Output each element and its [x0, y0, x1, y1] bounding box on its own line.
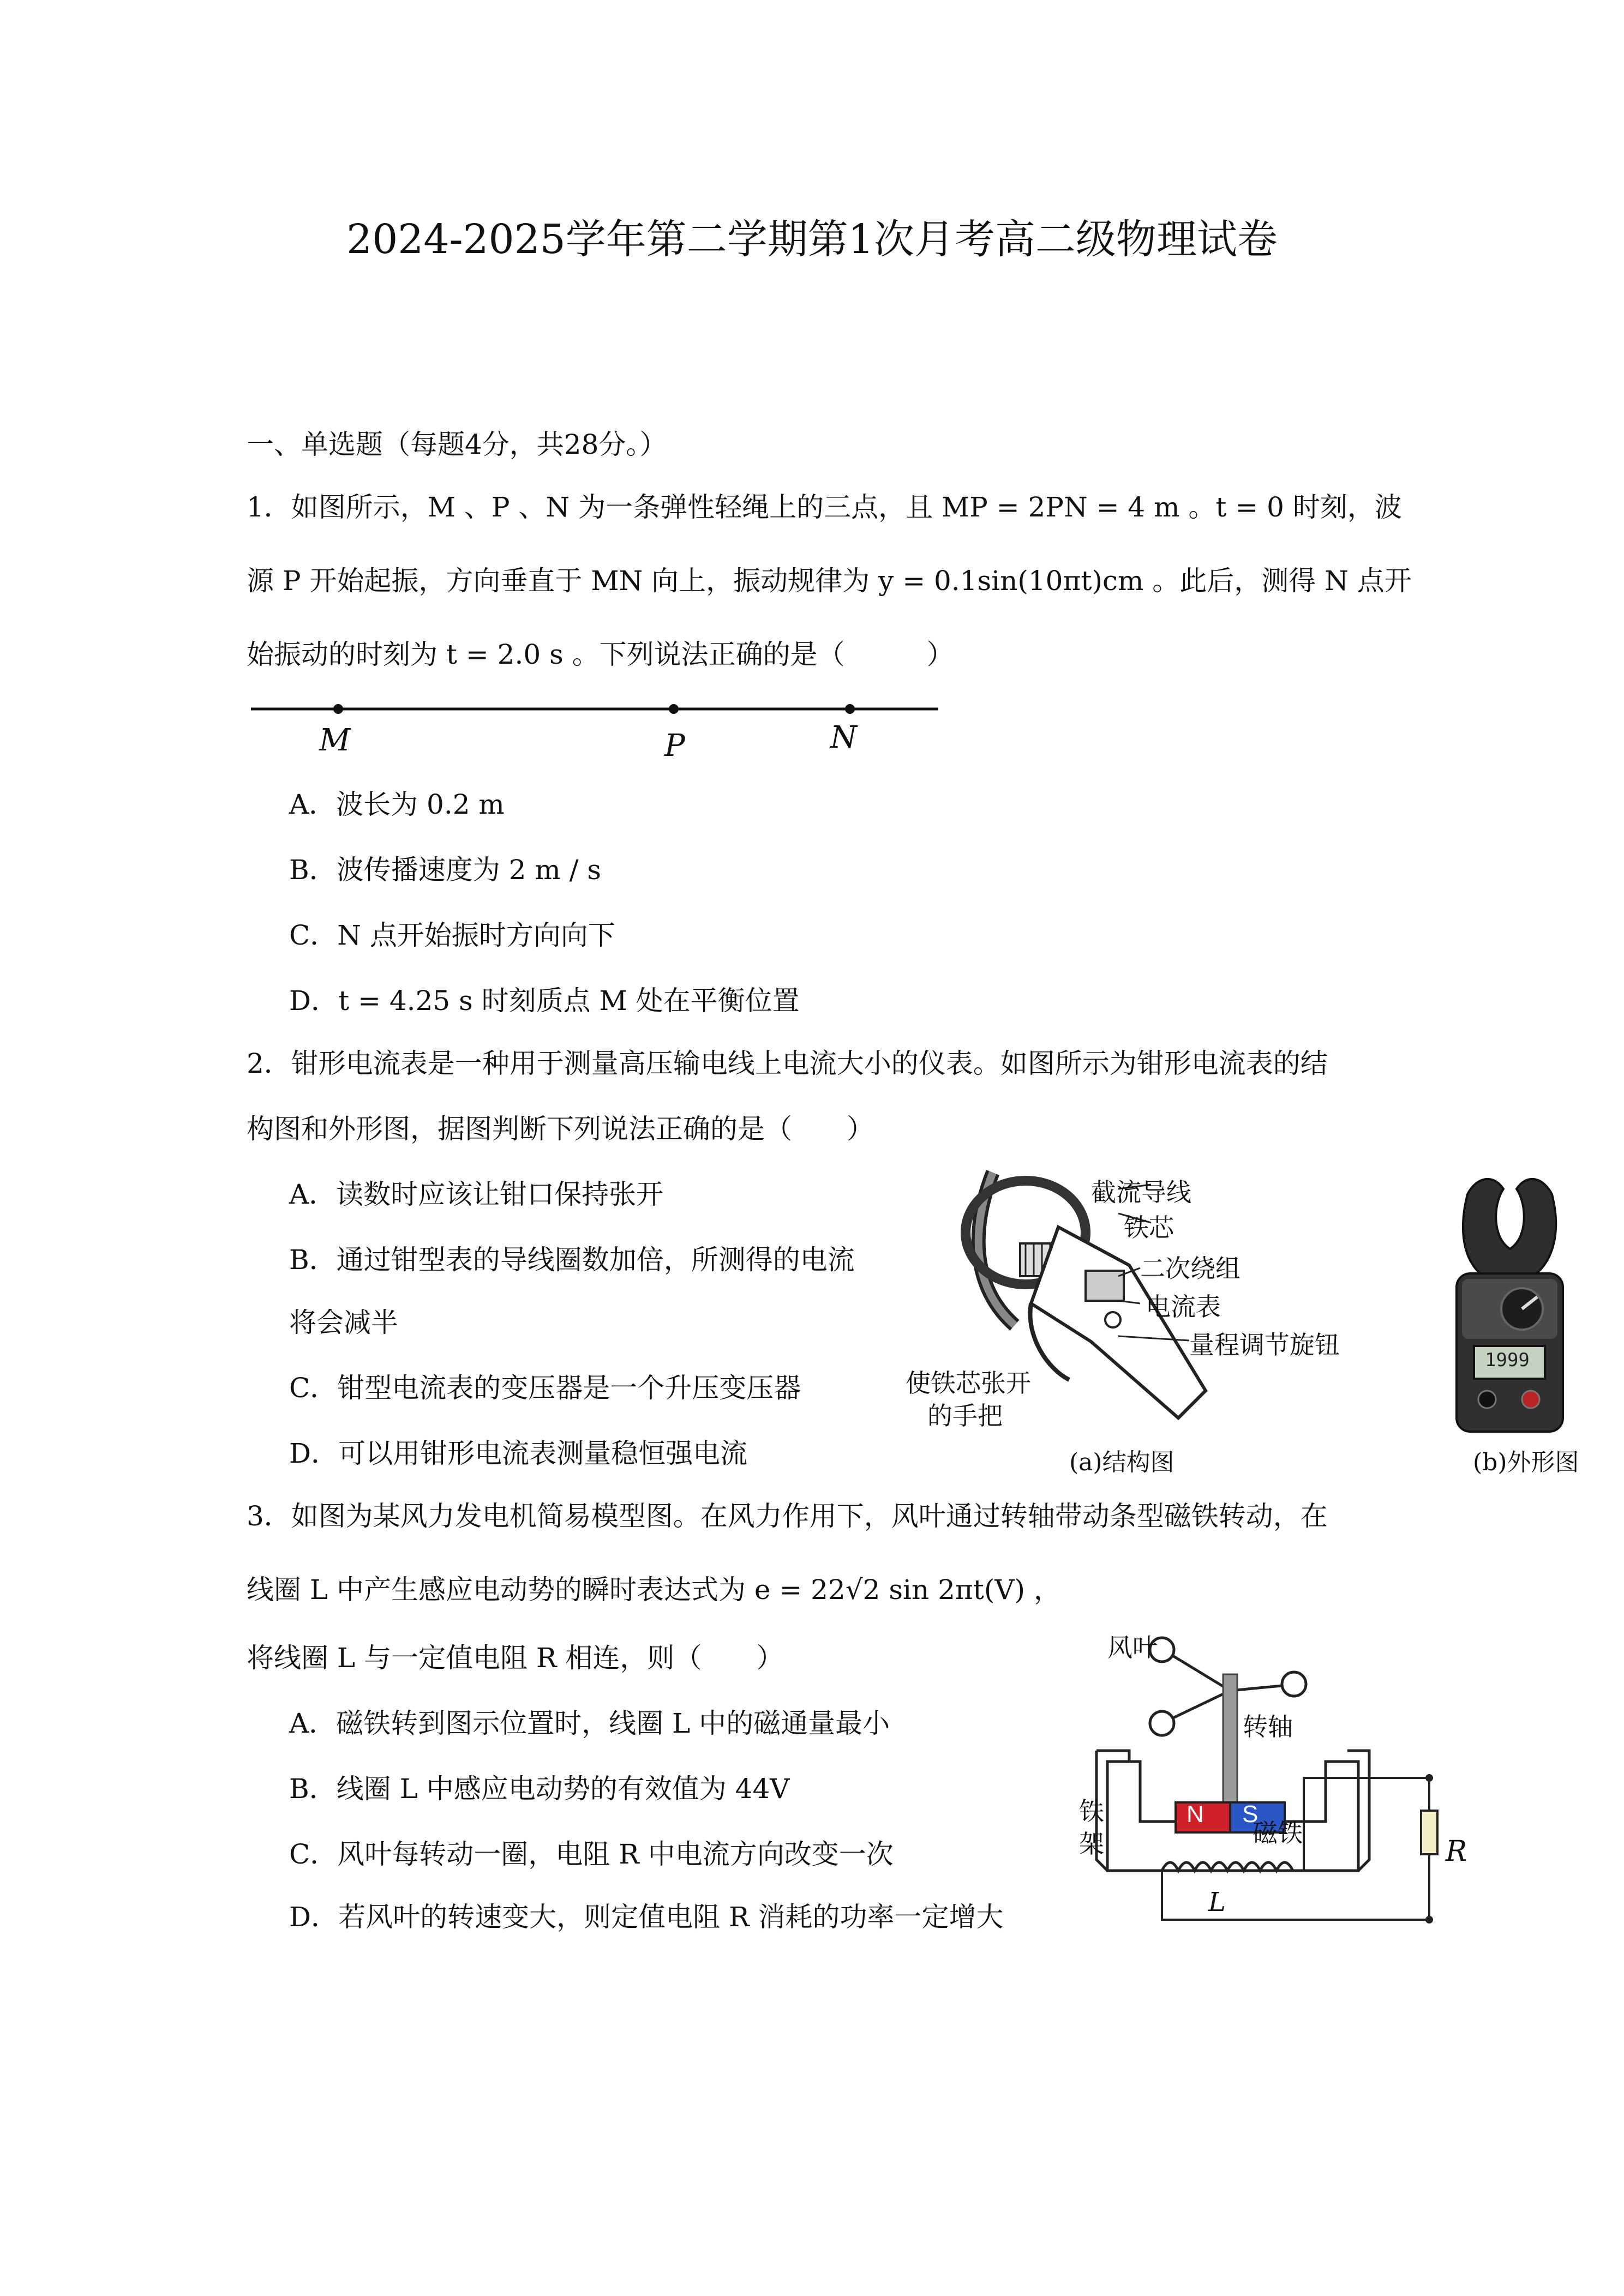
label-handle-line1: 使铁芯张开 — [906, 1369, 1031, 1397]
q1-option-c: C．N 点开始振时方向向下 — [289, 919, 615, 951]
point-m-dot — [333, 704, 343, 714]
lcd-reading: 1999 — [1485, 1349, 1530, 1371]
label-south: S — [1242, 1801, 1259, 1828]
q3-option-a: A．磁铁转到图示位置时，线圈 L 中的磁通量最小 — [289, 1708, 890, 1739]
q1-stem-line1: 1．如图所示，M 、P 、N 为一条弹性轻绳上的三点，且 MP = 2PN = 4 m 。t = 0 时刻，波 — [247, 491, 1402, 523]
q3-stem-line3: 将线圈 L 与一定值电阻 R 相连，则（ ） — [247, 1642, 784, 1674]
label-coil: L — [1208, 1887, 1226, 1918]
resistor-r — [1421, 1811, 1437, 1854]
shaft — [1223, 1674, 1237, 1813]
q2-option-c: C．钳型电流表的变压器是一个升压变压器 — [289, 1372, 801, 1404]
meter-jaws — [1463, 1179, 1556, 1276]
q1-option-b: B．波传播速度为 2 m / s — [289, 854, 602, 886]
q3-option-b: B．线圈 L 中感应电动势的有效值为 44V — [289, 1773, 790, 1805]
point-p-label: P — [664, 728, 685, 764]
label-secondary-coil: 二次绕组 — [1140, 1254, 1241, 1283]
point-p-dot — [669, 704, 679, 714]
q1-stem-line3: 始振动的时刻为 t = 2.0 s 。下列说法正确的是（ ） — [247, 639, 954, 670]
label-iron-core: 铁芯 — [1124, 1213, 1174, 1242]
blade-3 — [1282, 1672, 1306, 1696]
label-magnet: 磁铁 — [1253, 1819, 1303, 1847]
q2-stem-line2: 构图和外形图，据图判断下列说法正确的是（ ） — [247, 1113, 874, 1145]
q3-stem-line1: 3．如图为某风力发电机简易模型图。在风力作用下，风叶通过转轴带动条型磁铁转动，在 — [247, 1500, 1328, 1532]
q2-option-b-line2: 将会减半 — [289, 1307, 398, 1338]
label-resistor: R — [1446, 1835, 1467, 1868]
blade-2 — [1150, 1711, 1174, 1735]
caption-appearance: (b)外形图 — [1473, 1448, 1579, 1476]
q3-option-c: C．风叶每转动一圈，电阻 R 中电流方向改变一次 — [289, 1838, 894, 1870]
q2-option-d: D．可以用钳形电流表测量稳恒强电流 — [289, 1438, 748, 1469]
label-frame-2: 架 — [1079, 1830, 1104, 1858]
label-blade: 风叶 — [1107, 1633, 1158, 1662]
page-title: 2024-2025学年第二学期第1次月考高二级物理试卷 — [346, 216, 1278, 263]
q2-option-b-line1: B．通过钳型表的导线圈数加倍，所测得的电流 — [289, 1244, 855, 1276]
wind-generator-figure — [1069, 1614, 1506, 1952]
point-m-label: M — [319, 723, 351, 758]
label-ammeter: 电流表 — [1146, 1293, 1221, 1321]
q3-option-d: D．若风叶的转速变大，则定值电阻 R 消耗的功率一定增大 — [289, 1901, 1004, 1933]
q1-option-d: D．t = 4.25 s 时刻质点 M 处在平衡位置 — [289, 985, 800, 1017]
label-frame-1: 铁 — [1079, 1797, 1104, 1825]
q3-stem-line2: 线圈 L 中产生感应电动势的瞬时表达式为 e = 22√2 sin 2πt(V) ， — [247, 1574, 1061, 1606]
label-range-knob: 量程调节旋钮 — [1189, 1331, 1340, 1359]
label-conductor-wire: 截流导线 — [1091, 1178, 1191, 1206]
point-n-label: N — [830, 720, 857, 755]
q1-stem-line2: 源 P 开始起振，方向垂直于 MN 向上，振动规律为 y = 0.1sin(10πt)cm 。此后，测得 N 点开 — [247, 565, 1412, 597]
section-heading: 一、单选题（每题4分，共28分。） — [247, 429, 667, 460]
label-handle-line2: 的手把 — [927, 1402, 1003, 1430]
label-shaft: 转轴 — [1243, 1712, 1293, 1741]
clamp-meter-photo — [1446, 1173, 1571, 1434]
q2-stem-line1: 2．钳形电流表是一种用于测量高压输电线上电流大小的仪表。如图所示为钳形电流表的结 — [247, 1048, 1328, 1079]
point-n-dot — [845, 704, 855, 714]
caption-structure: (a)结构图 — [1069, 1448, 1174, 1476]
q2-option-a: A．读数时应该让钳口保持张开 — [289, 1179, 664, 1210]
q1-option-a: A．波长为 0.2 m — [289, 789, 505, 820]
label-north: N — [1186, 1801, 1204, 1828]
